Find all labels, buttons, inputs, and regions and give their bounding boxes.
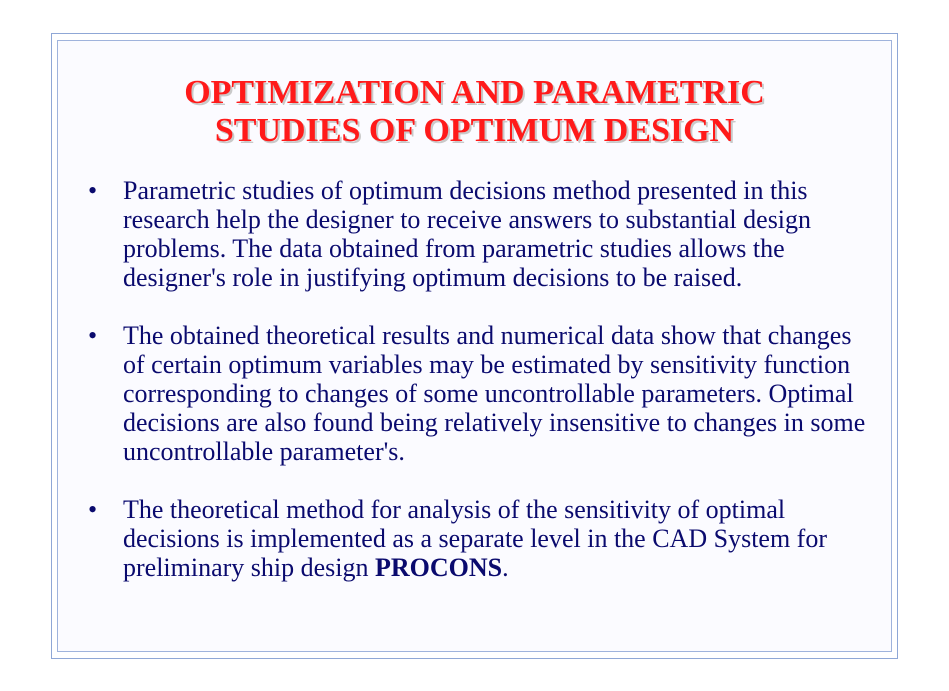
bullet-text: Parametric studies of optimum decisions method presented in this research help the designer to receive answers to substantial design problems. The data obtained from parametric studies allows the designer's role in justifying optimum decisions to be raised.	[123, 176, 812, 292]
bullet-bold-term: PROCONS	[375, 553, 503, 582]
slide-title	[57, 74, 892, 150]
bullet-item-3	[88, 495, 878, 582]
bullet-tail: .	[502, 553, 509, 582]
bullet-item-2	[88, 321, 878, 466]
bullet-text: The theoretical method for analysis of the sensitivity of optimal decisions is implemented as a separate level in the CAD System for preliminary ship design	[123, 495, 827, 582]
bullet-item-1	[88, 176, 878, 292]
title-line-1: OPTIMIZATION AND PARAMETRIC	[184, 74, 765, 111]
bullet-dot: •	[88, 495, 98, 524]
bullet-text: The obtained theoretical results and numerical data show that changes of certain optimum variables may be estimated by sensitivity function corresponding to changes of some uncontrollable parameters. Optimal decisions are also found being relatively insensitive to changes in some uncontrollable parameter's.	[123, 321, 866, 466]
bullet-dot: •	[88, 176, 98, 205]
title-line-2: STUDIES OF OPTIMUM DESIGN	[214, 112, 735, 149]
bullet-dot: •	[88, 321, 98, 350]
bullet-list	[88, 176, 878, 611]
